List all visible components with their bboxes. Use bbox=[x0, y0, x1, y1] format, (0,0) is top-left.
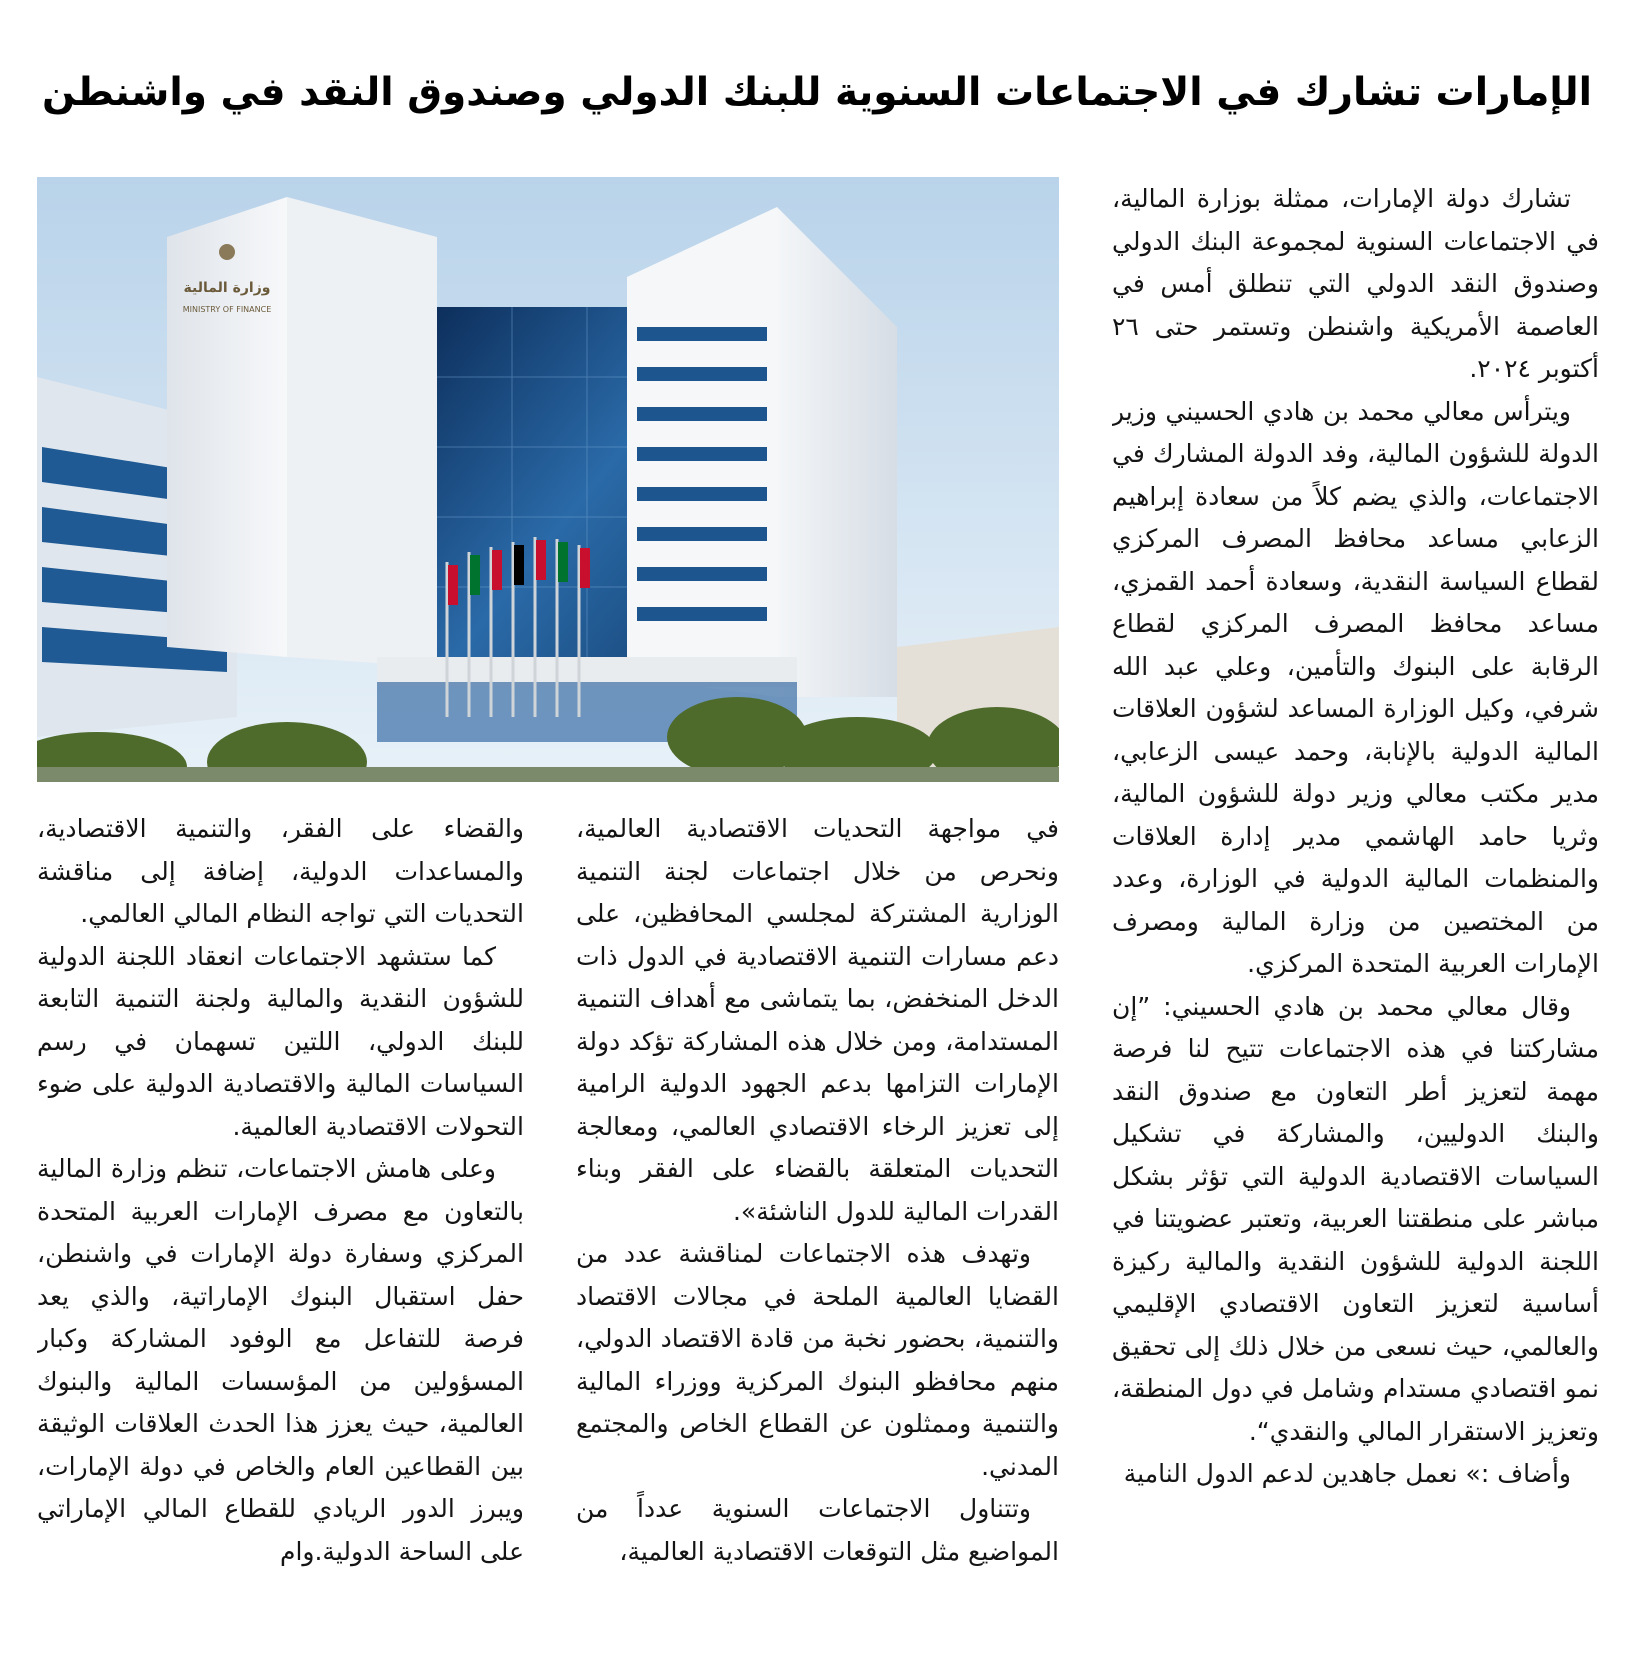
paragraph: وتهدف هذه الاجتماعات لمناقشة عدد من القضايا العالمية الملحة في مجالات الاقتصاد والتنمية، بحضور نخبة من قادة الاقتصاد الدولي، منهم محافظو البنوك المركزية ووزراء المالية والتنمية وممثلون عن القطاع الخاص والمجتمع المدني. bbox=[576, 1239, 1059, 1481]
tower-left-face bbox=[167, 197, 287, 657]
headline: الإمارات تشارك في الاجتماعات السنوية للبنك الدولي وصندوق النقد في واشنطن bbox=[41, 70, 1593, 115]
paragraph: وأضاف :» نعمل جاهدين لدعم الدول النامية bbox=[1123, 1459, 1571, 1488]
article-photo bbox=[37, 177, 1059, 782]
article-column-right bbox=[1112, 178, 1599, 1634]
tower-front-face bbox=[287, 197, 437, 667]
paragraph: ويترأس معالي محمد بن هادي الحسيني وزير الدولة للشؤون المالية، وفد الدولة المشارك في الاجتماعات، والذي يضم كلاً من سعادة إبراهيم الزعابي مساعد محافظ المصرف المركزي لقطاع السياسة النقدية، وسعادة أحمد القمزي، مساعد محافظ المصرف المركزي لقطاع الرقابة على البنوك والتأمين، وعلي عبد الله شرفي، وكيل الوزارة المساعد لشؤون العلاقات المالية الدولية بالإنابة، وحمد عيسى الزعابي، مدير مكتب معالي وزير دولة للشؤون المالية، وثريا حامد الهاشمي مدير إدارة العلاقات والمنظمات المالية الدولية في الوزارة، وعدد من المختصين من وزارة المالية ومصرف الإمارات العربية المتحدة المركزي. bbox=[1112, 396, 1599, 978]
tower-sign-english: MINISTRY OF FINANCE bbox=[182, 305, 272, 314]
article-column-middle bbox=[576, 808, 1059, 1634]
paragraph: وتتناول الاجتماعات السنوية عدداً من المواضيع مثل التوقعات الاقتصادية العالمية، bbox=[576, 1494, 1059, 1566]
ministry-emblem bbox=[219, 244, 235, 260]
ground bbox=[37, 767, 1059, 782]
ministry-building-illustration bbox=[37, 177, 1059, 782]
article-column-left bbox=[37, 808, 524, 1634]
paragraph: وعلى هامش الاجتماعات، تنظم وزارة المالية بالتعاون مع مصرف الإمارات العربية المتحدة المركزي وسفارة دولة الإمارات في واشنطن، حفل استقبال البنوك الإماراتية، والذي يعد فرصة للتفاعل مع الوفود المشاركة وكبار المسؤولين من المؤسسات المالية والبنوك العالمية، حيث يعزز هذا الحدث العلاقات الوثيقة بين القطاعين العام والخاص في دولة الإمارات، ويبرز الدور الريادي للقطاع المالي الإماراتي على الساحة الدولية.وام bbox=[37, 1154, 524, 1566]
tower-sign-arabic: وزارة المالية bbox=[183, 280, 271, 296]
paragraph: في مواجهة التحديات الاقتصادية العالمية، ونحرص من خلال اجتماعات لجنة التنمية الوزارية المشتركة لمجلسي المحافظين، على دعم مسارات التنمية الاقتصادية في الدول ذات الدخل المنخفض، بما يتماشى مع أهداف التنمية المستدامة، ومن خلال هذه المشاركة تؤكد دولة الإمارات التزامها بدعم الجهود الدولية الرامية إلى تعزيز الرخاء الاقتصادي العالمي، ومعالجة التحديات المتعلقة بالقضاء على الفقر وبناء القدرات المالية للدول الناشئة». bbox=[576, 814, 1059, 1226]
paragraph: والقضاء على الفقر، والتنمية الاقتصادية، والمساعدات الدولية، إضافة إلى مناقشة التحديات التي تواجه النظام المالي العالمي. bbox=[37, 814, 524, 928]
paragraph: تشارك دولة الإمارات، ممثلة بوزارة المالية، في الاجتماعات السنوية لمجموعة البنك الدولي وصندوق النقد الدولي التي تنطلق أمس في العاصمة الأمريكية واشنطن وتستمر حتى ٢٦ أكتوبر ٢٠٢٤. bbox=[1112, 184, 1599, 383]
paragraph: وقال معالي محمد بن هادي الحسيني: ”إن مشاركتنا في هذه الاجتماعات تتيح لنا فرصة مهمة لتعزيز أطر التعاون مع صندوق النقد والبنك الدوليين، والمشاركة في تشكيل السياسات الاقتصادية الدولية التي تؤثر بشكل مباشر على منطقتنا العربية، وتعتبر عضويتنا في اللجنة الدولية للشؤون النقدية والمالية ركيزة أساسية لتعزيز التعاون الاقتصادي الإقليمي والعالمي، حيث نسعى من خلال ذلك إلى تحقيق نمو اقتصادي مستدام وشامل في دول المنطقة، وتعزيز الاستقرار المالي والنقدي“. bbox=[1112, 991, 1599, 1446]
paragraph: كما ستشهد الاجتماعات انعقاد اللجنة الدولية للشؤون النقدية والمالية ولجنة التنمية التابعة للبنك الدولي، اللتين تسهمان في رسم السياسات المالية والاقتصادية الدولية على ضوء التحولات الاقتصادية العالمية. bbox=[37, 941, 524, 1141]
